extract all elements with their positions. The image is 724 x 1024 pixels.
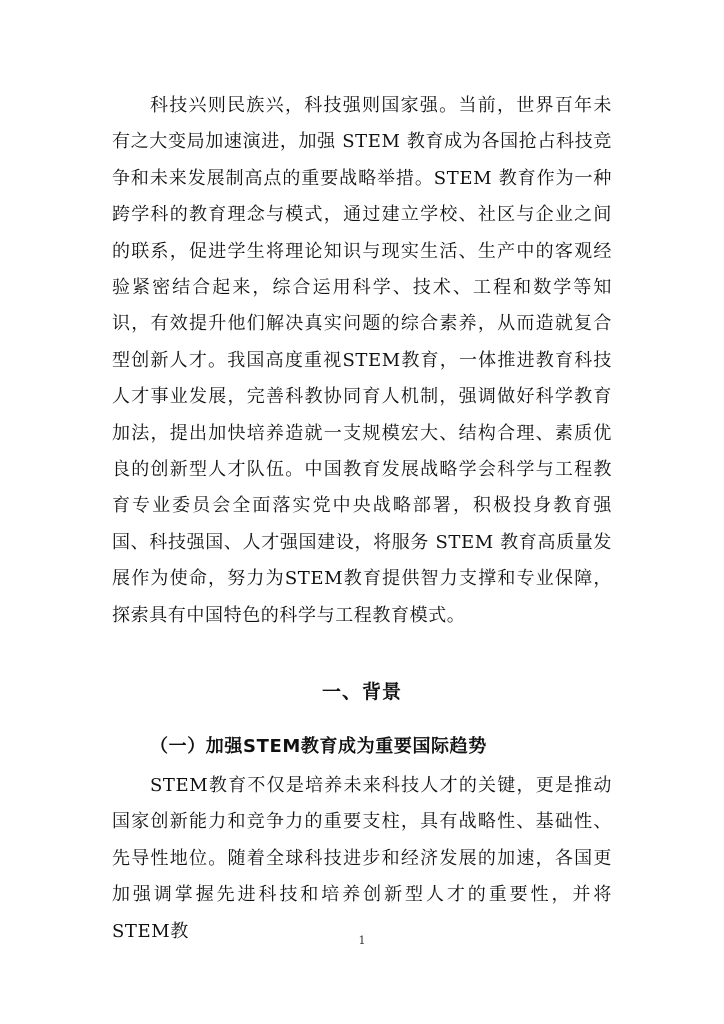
subsection-heading: （一）加强STEM教育成为重要国际趋势 bbox=[150, 736, 487, 757]
body-paragraph: STEM教育不仅是培养未来科技人才的关键，更是推动国家创新能力和竞争力的重要支柱，具有战略性、基础性、先导性地位。随着全球科技进步和经济发展的加速，各国更加强调掌握先进科技和培养创新型人才的重要性，并将STEM教 bbox=[112, 775, 612, 942]
page-number: 1 bbox=[358, 934, 366, 947]
section-heading: 一、背景 bbox=[321, 681, 402, 703]
body-paragraph: 科技兴则民族兴，科技强则国家强。当前，世界百年未有之大变局加速演进，加强 STEM 教育成为各国抢占科技竞争和未来发展制高点的重要战略举措。STEM 教育作为一种跨学科的教育理念与模式，通过建立学校、社区与企业之间的联系，促进学生将理论知识与现实生活、生产中的客观经验紧密结合起来，综合运用科学、技术、工程和数学等知识，有效提升他们解决真实问题的综合素养，从而造就复合型创新人才。我国高度重视STEM教育，一体推进教育科技人才事业发展，完善科教协同育人机制，强调做好科学教育加法，提出加快培养造就一支规模宏大、结构合理、素质优良的创新型人才队伍。中国教育发展战略学会科学与工程教育专业委员会全面落实党中央战略部署，积极投身教育强国、科技强国、人才强国建设，将服务 STEM 教育高质量发展作为使命，努力为STEM教育提供智力支撑和专业保障，探索具有中国特色的科学与工程教育模式。 bbox=[112, 95, 612, 626]
